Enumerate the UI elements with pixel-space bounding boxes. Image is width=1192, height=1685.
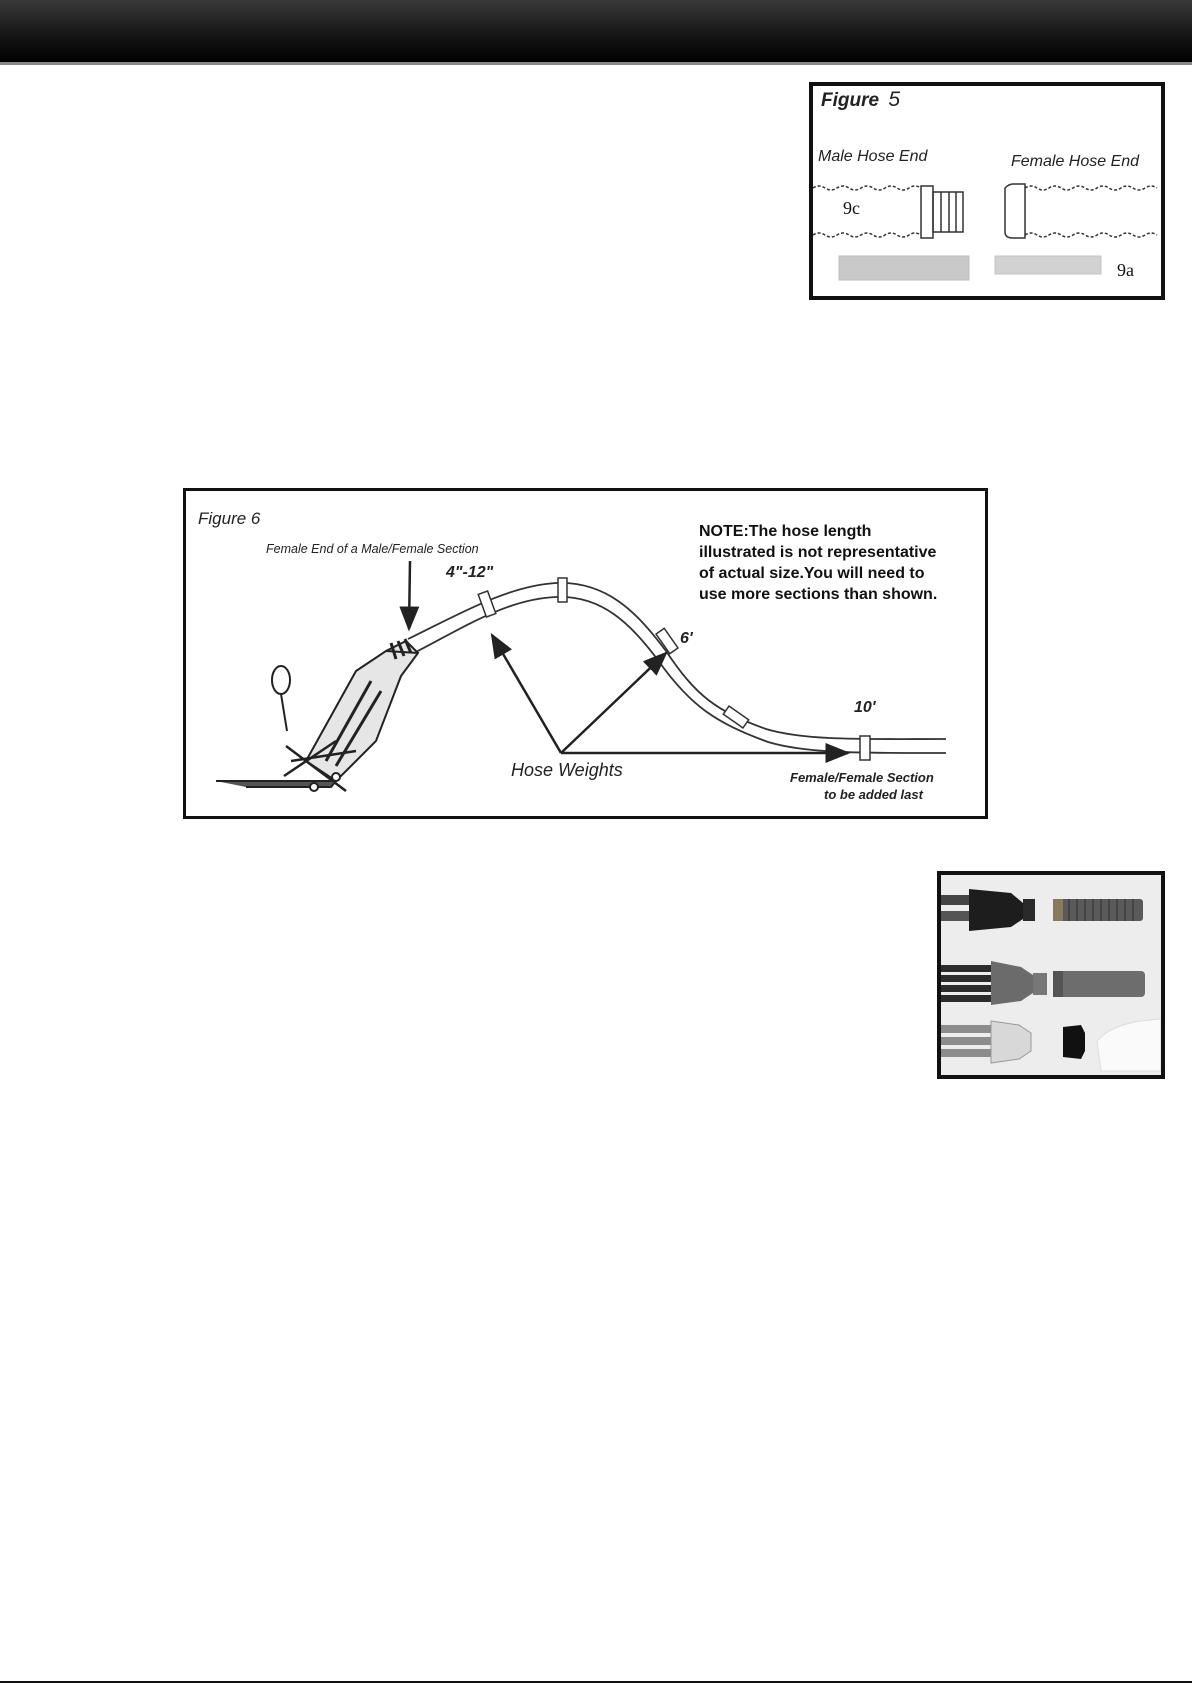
figure-6-note — [699, 523, 937, 603]
female-hose-end-label: Female Hose End — [1011, 153, 1140, 170]
female-female-section-label-line1: Female/Female Section — [790, 770, 934, 785]
note-line: of actual size.You will need to — [699, 565, 925, 582]
distance-label-4-12: 4"-12" — [446, 564, 494, 581]
figure-6-title: Figure 6 — [198, 509, 261, 528]
hose-adapter-photo — [937, 871, 1165, 1079]
svg-text:Figure 5 — [821, 88, 900, 111]
footer-rule — [0, 1681, 1192, 1683]
female-female-section-label-line2: to be added last — [824, 787, 923, 802]
hose-weights-label: Hose Weights — [511, 760, 623, 780]
part-9a-label: 9a — [1117, 260, 1134, 280]
figure-5-drawing — [813, 86, 1161, 296]
hose-weight — [860, 736, 870, 760]
figure-5-title-word: Figure — [821, 90, 880, 111]
distance-label-6ft: 6' — [680, 630, 693, 647]
male-hose-end-label: Male Hose End — [818, 148, 928, 165]
part-9c-label: 9c — [843, 198, 860, 218]
figure-5-title-number: 5 — [888, 88, 901, 111]
hose-piece-9a — [995, 256, 1101, 274]
figure-6-drawing — [186, 491, 985, 816]
hose-weight — [558, 578, 567, 602]
hose-piece-9c — [839, 256, 969, 280]
pool-cleaner-drawing — [216, 639, 418, 791]
female-end-label: Female End of a Male/Female Section — [266, 542, 479, 556]
figure-5 — [809, 82, 1165, 300]
female-hose-end-drawing — [1005, 184, 1157, 238]
hose-adapter-photo-drawing — [941, 875, 1161, 1075]
female-end-arrow — [409, 561, 410, 629]
figure-6 — [183, 488, 988, 819]
note-line: use more sections than shown. — [699, 586, 938, 603]
male-hose-end-drawing — [813, 186, 963, 238]
note-line: illustrated is not representative — [699, 544, 937, 561]
header-bar — [0, 0, 1192, 65]
distance-label-10ft: 10' — [854, 699, 876, 716]
hose-weights — [478, 578, 870, 760]
note-line: NOTE:The hose length — [699, 523, 872, 540]
